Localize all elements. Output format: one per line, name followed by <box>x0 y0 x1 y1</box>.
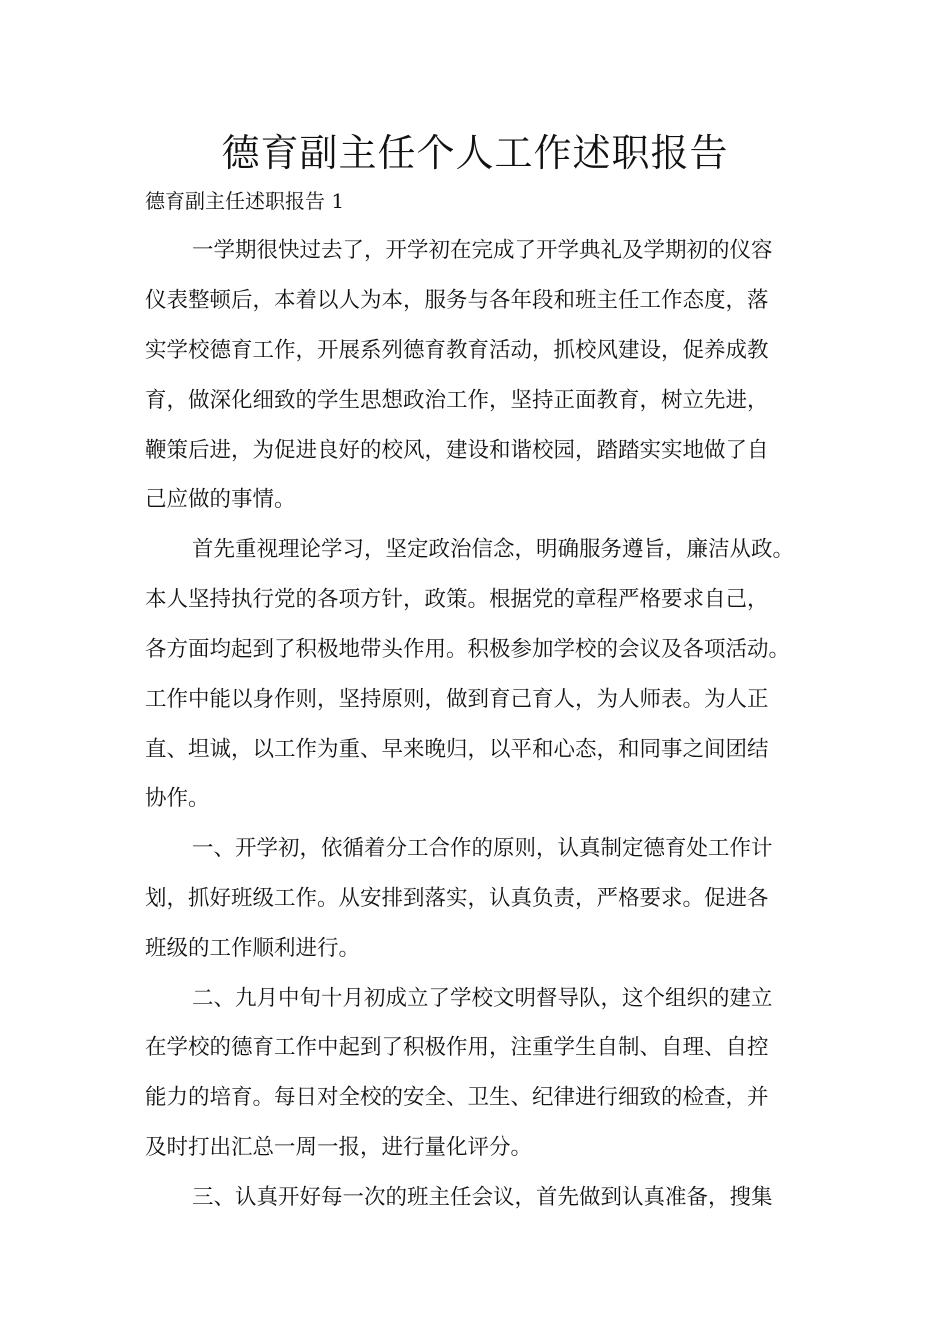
document-title: 德育副主任个人工作述职报告 <box>221 131 729 175</box>
text-line: 本人坚持执行党的各项方针，政策。根据党的章程严格要求自己， <box>145 587 769 612</box>
document-subheading: 德育副主任述职报告 1 <box>145 189 345 213</box>
text-line: 二、九月中旬十月初成立了学校文明督导队，这个组织的建立 <box>192 986 773 1011</box>
text-line: 一、开学初，依循着分工合作的原则，认真制定德育处工作计 <box>192 836 773 861</box>
text-line: 仪表整顿后，本着以人为本，服务与各年段和班主任工作态度，落 <box>145 288 769 313</box>
text-line: 在学校的德育工作中起到了积极作用，注重学生自制、自理、自控 <box>145 1035 769 1060</box>
text-line: 育，做深化细致的学生思想政治工作，坚持正面教育，树立先进， <box>145 388 769 413</box>
text-line: 己应做的事情。 <box>145 487 296 512</box>
text-line: 鞭策后进，为促进良好的校风，建设和谐校园，踏踏实实地做了自 <box>145 438 769 463</box>
text-line: 实学校德育工作，开展系列德育教育活动，抓校风建设，促养成教 <box>145 338 769 363</box>
text-line: 一学期很快过去了，开学初在完成了开学典礼及学期初的仪容 <box>192 238 773 263</box>
text-line: 三、认真开好每一次的班主任会议，首先做到认真准备，搜集 <box>192 1185 773 1210</box>
text-line: 各方面均起到了积极地带头作用。积极参加学校的会议及各项活动。 <box>145 637 791 662</box>
text-line: 首先重视理论学习，坚定政治信念，明确服务遵旨，廉洁从政。 <box>192 537 795 562</box>
text-line: 能力的培育。每日对全校的安全、卫生、纪律进行细致的检查，并 <box>145 1085 769 1110</box>
text-line: 直、坦诚，以工作为重、早来晚归，以平和心态，和同事之间团结 <box>145 737 769 762</box>
text-line: 班级的工作顺利进行。 <box>145 936 361 961</box>
text-line: 工作中能以身作则，坚持原则，做到育己育人，为人师表。为人正 <box>145 687 769 712</box>
text-line: 划，抓好班级工作。从安排到落实，认真负责，严格要求。促进各 <box>145 886 769 911</box>
text-line: 协作。 <box>145 786 210 811</box>
text-line: 及时打出汇总一周一报，进行量化评分。 <box>145 1135 533 1160</box>
